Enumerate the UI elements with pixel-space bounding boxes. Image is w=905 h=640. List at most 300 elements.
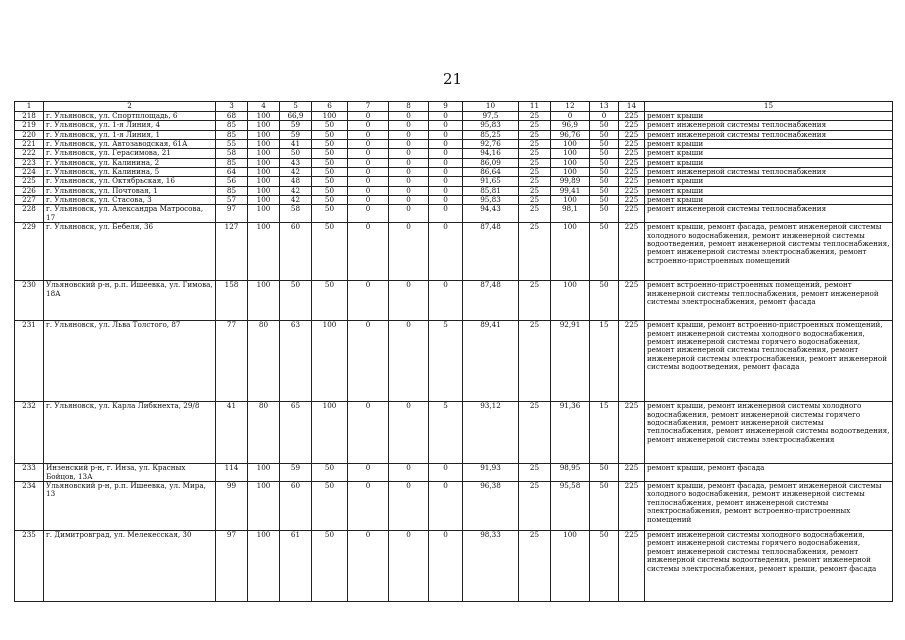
value-cell: 100 [248, 186, 280, 195]
value-cell: 50 [280, 281, 312, 321]
value-cell: 25 [519, 149, 551, 158]
value-cell: 0 [389, 168, 429, 177]
value-cell: 0 [348, 281, 389, 321]
value-cell: 225 [619, 186, 645, 195]
address-cell: г. Димитровград, ул. Мелекесская, 30 [44, 531, 216, 602]
row-number: 220 [15, 130, 44, 139]
value-cell: 0 [429, 531, 463, 602]
works-cell: ремонт встроенно-пристроенных помещений, ремонт инженерной системы теплоснабжения, ремонт инженерной системы электроснабжения, ремонт фасада [645, 281, 893, 321]
value-cell: 0 [429, 130, 463, 139]
value-cell: 100 [248, 531, 280, 602]
value-cell: 55 [216, 140, 248, 149]
address-cell: Ульяновский р-н, р.п. Ишеевка, ул. Мира, 13 [44, 482, 216, 531]
value-cell: 0 [429, 464, 463, 482]
value-cell: 0 [389, 140, 429, 149]
works-cell: ремонт крыши [645, 158, 893, 167]
value-cell: 92,91 [551, 321, 590, 402]
value-cell: 0 [348, 482, 389, 531]
value-cell: 50 [312, 196, 348, 205]
value-cell: 50 [312, 223, 348, 281]
row-number: 221 [15, 140, 44, 149]
value-cell: 25 [519, 205, 551, 223]
value-cell: 95,83 [463, 121, 519, 130]
value-cell: 94,16 [463, 149, 519, 158]
value-cell: 86,64 [463, 168, 519, 177]
works-cell: ремонт крыши, ремонт инженерной системы холодного водоснабжения, ремонт инженерной системы горячего водоснабжения, ремонт инженерной системы теплоснабжения, ремонт инженерной системы водоотведения, ремонт инженерной системы электроснабжения [645, 402, 893, 464]
value-cell: 100 [248, 177, 280, 186]
value-cell: 91,65 [463, 177, 519, 186]
row-number: 227 [15, 196, 44, 205]
value-cell: 50 [312, 177, 348, 186]
value-cell: 25 [519, 281, 551, 321]
table-row [15, 177, 893, 186]
value-cell: 50 [590, 158, 619, 167]
value-cell: 0 [429, 281, 463, 321]
value-cell: 0 [348, 168, 389, 177]
value-cell: 0 [429, 205, 463, 223]
value-cell: 5 [429, 321, 463, 402]
value-cell: 0 [551, 112, 590, 121]
address-cell: г. Ульяновск, ул. Спортплощадь, 6 [44, 112, 216, 121]
value-cell: 91,93 [463, 464, 519, 482]
value-cell: 97 [216, 531, 248, 602]
value-cell: 100 [551, 531, 590, 602]
value-cell: 60 [280, 482, 312, 531]
value-cell: 50 [280, 149, 312, 158]
value-cell: 225 [619, 112, 645, 121]
value-cell: 99,41 [551, 186, 590, 195]
value-cell: 0 [429, 112, 463, 121]
value-cell: 50 [312, 168, 348, 177]
address-cell: г. Ульяновск, ул. Льва Толстого, 87 [44, 321, 216, 402]
value-cell: 225 [619, 121, 645, 130]
value-cell: 85 [216, 121, 248, 130]
value-cell: 50 [590, 121, 619, 130]
table-row [15, 130, 893, 139]
header-cell: 15 [645, 102, 893, 112]
header-cell: 4 [248, 102, 280, 112]
value-cell: 50 [590, 149, 619, 158]
value-cell: 96,38 [463, 482, 519, 531]
table-row [15, 112, 893, 121]
value-cell: 0 [389, 186, 429, 195]
value-cell: 100 [248, 482, 280, 531]
value-cell: 50 [590, 482, 619, 531]
value-cell: 57 [216, 196, 248, 205]
value-cell: 98,33 [463, 531, 519, 602]
value-cell: 66,9 [280, 112, 312, 121]
value-cell: 0 [389, 149, 429, 158]
value-cell: 25 [519, 531, 551, 602]
table-row [15, 223, 893, 281]
value-cell: 225 [619, 205, 645, 223]
value-cell: 0 [389, 205, 429, 223]
works-cell: ремонт инженерной системы холодного водоснабжения, ремонт инженерной системы горячего водоснабжения, ремонт инженерной системы теплоснабжения, ремонт инженерной системы водоотведения, ремонт инженерной системы электроснабжения, ремонт крыши, ремонт фасада [645, 531, 893, 602]
value-cell: 100 [248, 205, 280, 223]
value-cell: 114 [216, 464, 248, 482]
table-row [15, 321, 893, 402]
value-cell: 5 [429, 402, 463, 464]
value-cell: 25 [519, 186, 551, 195]
value-cell: 0 [429, 482, 463, 531]
value-cell: 0 [389, 121, 429, 130]
value-cell: 58 [216, 149, 248, 158]
table-row [15, 186, 893, 195]
value-cell: 100 [551, 168, 590, 177]
value-cell: 225 [619, 196, 645, 205]
table-row [15, 281, 893, 321]
address-cell: г. Ульяновск, ул. Александра Матросова, 17 [44, 205, 216, 223]
value-cell: 0 [348, 321, 389, 402]
value-cell: 100 [551, 223, 590, 281]
value-cell: 100 [248, 121, 280, 130]
value-cell: 25 [519, 464, 551, 482]
value-cell: 50 [312, 186, 348, 195]
address-cell: г. Ульяновск, ул. Автозаводская, 61А [44, 140, 216, 149]
value-cell: 0 [429, 149, 463, 158]
value-cell: 0 [389, 223, 429, 281]
address-cell: г. Ульяновск, ул. 1-я Линия, 4 [44, 121, 216, 130]
value-cell: 50 [590, 140, 619, 149]
value-cell: 25 [519, 196, 551, 205]
value-cell: 25 [519, 223, 551, 281]
header-row [15, 102, 893, 112]
value-cell: 93,12 [463, 402, 519, 464]
works-cell: ремонт крыши [645, 149, 893, 158]
value-cell: 94,43 [463, 205, 519, 223]
value-cell: 63 [280, 321, 312, 402]
header-cell: 11 [519, 102, 551, 112]
value-cell: 100 [248, 112, 280, 121]
value-cell: 50 [590, 196, 619, 205]
value-cell: 77 [216, 321, 248, 402]
value-cell: 0 [429, 196, 463, 205]
value-cell: 50 [312, 130, 348, 139]
value-cell: 50 [312, 531, 348, 602]
works-cell: ремонт крыши [645, 177, 893, 186]
value-cell: 61 [280, 531, 312, 602]
value-cell: 41 [216, 402, 248, 464]
value-cell: 95,58 [551, 482, 590, 531]
header-cell: 1 [15, 102, 44, 112]
value-cell: 100 [551, 140, 590, 149]
value-cell: 100 [248, 196, 280, 205]
value-cell: 25 [519, 482, 551, 531]
value-cell: 225 [619, 149, 645, 158]
value-cell: 0 [348, 112, 389, 121]
address-cell: г. Ульяновск, ул. Калинина, 5 [44, 168, 216, 177]
value-cell: 80 [248, 402, 280, 464]
header-cell: 6 [312, 102, 348, 112]
value-cell: 99,89 [551, 177, 590, 186]
value-cell: 97,5 [463, 112, 519, 121]
row-number: 229 [15, 223, 44, 281]
value-cell: 0 [429, 121, 463, 130]
value-cell: 41 [280, 140, 312, 149]
value-cell: 0 [389, 130, 429, 139]
value-cell: 158 [216, 281, 248, 321]
works-cell: ремонт крыши, ремонт фасада, ремонт инженерной системы холодного водоснабжения, ремонт инженерной системы теплоснабжения, ремонт инженерной системы электроснабжения, ремонт встроенно-пристроенных помещений [645, 482, 893, 531]
address-cell: г. Ульяновск, ул. Герасимова, 21 [44, 149, 216, 158]
value-cell: 0 [348, 464, 389, 482]
value-cell: 85,25 [463, 130, 519, 139]
value-cell: 42 [280, 196, 312, 205]
value-cell: 100 [248, 158, 280, 167]
value-cell: 0 [389, 196, 429, 205]
value-cell: 0 [348, 402, 389, 464]
value-cell: 25 [519, 130, 551, 139]
value-cell: 0 [389, 177, 429, 186]
address-cell: г. Ульяновск, ул. Почтовая, 1 [44, 186, 216, 195]
table-row [15, 140, 893, 149]
value-cell: 0 [348, 205, 389, 223]
value-cell: 100 [551, 149, 590, 158]
row-number: 230 [15, 281, 44, 321]
value-cell: 0 [389, 464, 429, 482]
value-cell: 0 [389, 482, 429, 531]
table-row [15, 464, 893, 482]
value-cell: 50 [590, 168, 619, 177]
works-cell: ремонт инженерной системы теплоснабжения [645, 168, 893, 177]
row-number: 233 [15, 464, 44, 482]
value-cell: 50 [590, 223, 619, 281]
value-cell: 0 [389, 531, 429, 602]
value-cell: 100 [551, 196, 590, 205]
value-cell: 0 [348, 223, 389, 281]
value-cell: 0 [389, 281, 429, 321]
row-number: 228 [15, 205, 44, 223]
value-cell: 225 [619, 281, 645, 321]
value-cell: 0 [429, 223, 463, 281]
value-cell: 0 [348, 140, 389, 149]
value-cell: 225 [619, 168, 645, 177]
row-number: 218 [15, 112, 44, 121]
value-cell: 100 [248, 168, 280, 177]
value-cell: 25 [519, 121, 551, 130]
table-row [15, 482, 893, 531]
header-cell: 7 [348, 102, 389, 112]
value-cell: 50 [312, 149, 348, 158]
value-cell: 50 [312, 482, 348, 531]
value-cell: 15 [590, 402, 619, 464]
address-cell: г. Ульяновск, ул. Бебеля, 36 [44, 223, 216, 281]
row-number: 219 [15, 121, 44, 130]
table-row [15, 402, 893, 464]
value-cell: 50 [312, 205, 348, 223]
value-cell: 85 [216, 186, 248, 195]
value-cell: 225 [619, 158, 645, 167]
table-row [15, 205, 893, 223]
value-cell: 50 [590, 281, 619, 321]
header-cell: 10 [463, 102, 519, 112]
value-cell: 127 [216, 223, 248, 281]
address-cell: Инзенский р-н, г. Инза, ул. Красных Бойцов, 13А [44, 464, 216, 482]
value-cell: 58 [280, 205, 312, 223]
value-cell: 100 [248, 140, 280, 149]
works-cell: ремонт крыши [645, 112, 893, 121]
value-cell: 97 [216, 205, 248, 223]
value-cell: 59 [280, 121, 312, 130]
row-number: 231 [15, 321, 44, 402]
value-cell: 59 [280, 464, 312, 482]
header-cell: 5 [280, 102, 312, 112]
header-cell: 14 [619, 102, 645, 112]
value-cell: 0 [429, 140, 463, 149]
value-cell: 0 [348, 177, 389, 186]
value-cell: 0 [348, 149, 389, 158]
row-number: 222 [15, 149, 44, 158]
value-cell: 100 [248, 223, 280, 281]
value-cell: 96,76 [551, 130, 590, 139]
value-cell: 0 [389, 158, 429, 167]
value-cell: 25 [519, 402, 551, 464]
value-cell: 42 [280, 186, 312, 195]
value-cell: 50 [312, 281, 348, 321]
value-cell: 25 [519, 112, 551, 121]
header-cell: 12 [551, 102, 590, 112]
value-cell: 50 [590, 531, 619, 602]
value-cell: 56 [216, 177, 248, 186]
works-cell: ремонт крыши [645, 196, 893, 205]
row-number: 225 [15, 177, 44, 186]
value-cell: 100 [248, 149, 280, 158]
value-cell: 100 [312, 402, 348, 464]
value-cell: 50 [312, 140, 348, 149]
value-cell: 225 [619, 321, 645, 402]
value-cell: 64 [216, 168, 248, 177]
value-cell: 225 [619, 402, 645, 464]
row-number: 232 [15, 402, 44, 464]
value-cell: 95,83 [463, 196, 519, 205]
value-cell: 85 [216, 158, 248, 167]
value-cell: 50 [590, 130, 619, 139]
value-cell: 25 [519, 168, 551, 177]
value-cell: 50 [590, 186, 619, 195]
value-cell: 50 [590, 205, 619, 223]
value-cell: 0 [429, 158, 463, 167]
value-cell: 0 [429, 186, 463, 195]
value-cell: 0 [348, 531, 389, 602]
value-cell: 48 [280, 177, 312, 186]
register-table [14, 101, 893, 602]
value-cell: 42 [280, 168, 312, 177]
value-cell: 0 [590, 112, 619, 121]
value-cell: 225 [619, 223, 645, 281]
works-cell: ремонт крыши [645, 140, 893, 149]
value-cell: 100 [551, 158, 590, 167]
value-cell: 43 [280, 158, 312, 167]
value-cell: 25 [519, 158, 551, 167]
value-cell: 60 [280, 223, 312, 281]
works-cell: ремонт крыши, ремонт фасада, ремонт инженерной системы холодного водоснабжения, ремонт инженерной системы водоотведения, ремонт инженерной системы теплоснабжения, ремонт инженерной системы электроснабжения, ремонт встроенно-пристроенных помещений [645, 223, 893, 281]
value-cell: 15 [590, 321, 619, 402]
works-cell: ремонт инженерной системы теплоснабжения [645, 205, 893, 223]
value-cell: 25 [519, 177, 551, 186]
value-cell: 50 [312, 121, 348, 130]
address-cell: г. Ульяновск, ул. 1-я Линия, 1 [44, 130, 216, 139]
value-cell: 99 [216, 482, 248, 531]
value-cell: 89,41 [463, 321, 519, 402]
value-cell: 85 [216, 130, 248, 139]
value-cell: 0 [429, 177, 463, 186]
value-cell: 225 [619, 177, 645, 186]
address-cell: г. Ульяновск, ул. Октябрьская, 16 [44, 177, 216, 186]
value-cell: 91,36 [551, 402, 590, 464]
header-cell: 3 [216, 102, 248, 112]
value-cell: 0 [389, 112, 429, 121]
value-cell: 50 [312, 464, 348, 482]
value-cell: 0 [389, 402, 429, 464]
value-cell: 50 [590, 177, 619, 186]
works-cell: ремонт инженерной системы теплоснабжения [645, 121, 893, 130]
value-cell: 59 [280, 130, 312, 139]
value-cell: 25 [519, 140, 551, 149]
value-cell: 50 [312, 158, 348, 167]
value-cell: 100 [551, 281, 590, 321]
address-cell: г. Ульяновск, ул. Карла Либкнехта, 29/8 [44, 402, 216, 464]
value-cell: 100 [312, 112, 348, 121]
page-number: 21 [442, 70, 463, 88]
value-cell: 225 [619, 140, 645, 149]
value-cell: 86,09 [463, 158, 519, 167]
value-cell: 68 [216, 112, 248, 121]
address-cell: Ульяновский р-н, р.п. Ишеевка, ул. Гимова, 18А [44, 281, 216, 321]
value-cell: 100 [248, 130, 280, 139]
value-cell: 98,95 [551, 464, 590, 482]
value-cell: 96,9 [551, 121, 590, 130]
value-cell: 100 [248, 281, 280, 321]
header-cell: 2 [44, 102, 216, 112]
works-cell: ремонт крыши [645, 186, 893, 195]
address-cell: г. Ульяновск, ул. Калинина, 2 [44, 158, 216, 167]
address-cell: г. Ульяновск, ул. Стасова, 3 [44, 196, 216, 205]
value-cell: 65 [280, 402, 312, 464]
value-cell: 225 [619, 464, 645, 482]
value-cell: 225 [619, 531, 645, 602]
value-cell: 87,48 [463, 281, 519, 321]
value-cell: 50 [590, 464, 619, 482]
header-cell: 8 [389, 102, 429, 112]
value-cell: 0 [348, 158, 389, 167]
table-row [15, 121, 893, 130]
value-cell: 80 [248, 321, 280, 402]
value-cell: 0 [348, 130, 389, 139]
row-number: 223 [15, 158, 44, 167]
row-number: 234 [15, 482, 44, 531]
value-cell: 100 [312, 321, 348, 402]
header-cell: 13 [590, 102, 619, 112]
works-cell: ремонт крыши, ремонт встроенно-пристроенных помещений, ремонт инженерной системы холодного водоснабжения, ремонт инженерной системы горячего водоснабжения, ремонт инженерной системы теплоснабжения, ремонт инженерной системы электроснабжения, ремонт инженерной системы водоотведения, ремонт фасада [645, 321, 893, 402]
value-cell: 225 [619, 482, 645, 531]
table-row [15, 149, 893, 158]
value-cell: 85,81 [463, 186, 519, 195]
table-row [15, 158, 893, 167]
row-number: 224 [15, 168, 44, 177]
value-cell: 92,76 [463, 140, 519, 149]
works-cell: ремонт инженерной системы теплоснабжения [645, 130, 893, 139]
value-cell: 0 [429, 168, 463, 177]
value-cell: 87,48 [463, 223, 519, 281]
value-cell: 0 [389, 321, 429, 402]
value-cell: 225 [619, 130, 645, 139]
table-row [15, 168, 893, 177]
value-cell: 25 [519, 321, 551, 402]
table-row [15, 531, 893, 602]
row-number: 235 [15, 531, 44, 602]
value-cell: 0 [348, 121, 389, 130]
value-cell: 0 [348, 186, 389, 195]
table-row [15, 196, 893, 205]
